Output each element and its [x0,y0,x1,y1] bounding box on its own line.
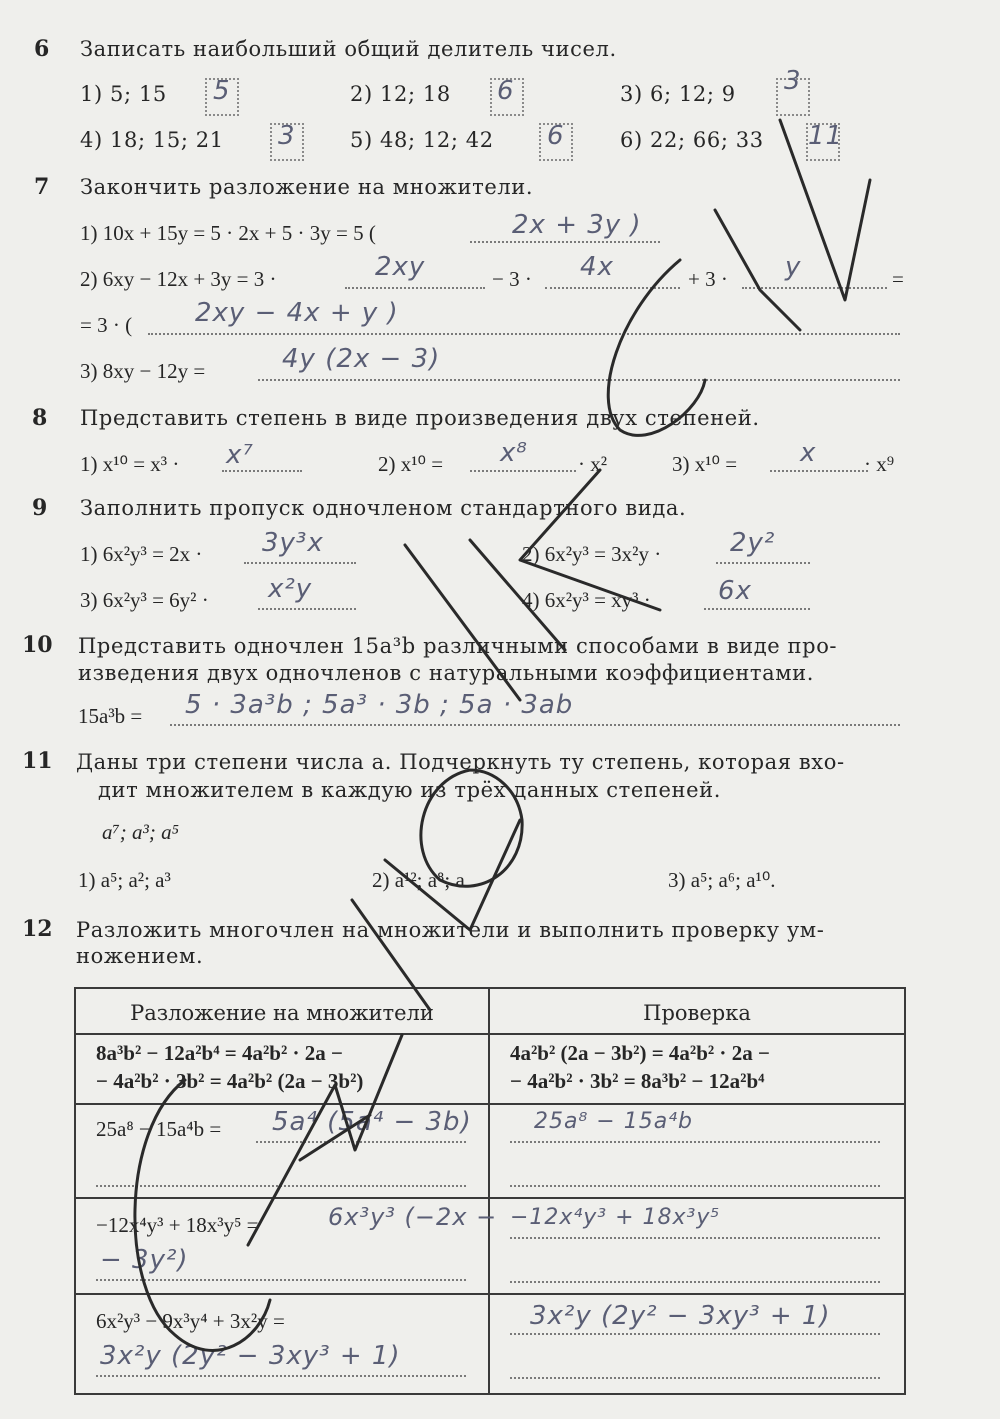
answer-line[interactable] [345,287,485,289]
table-cell [489,1198,905,1294]
answer-line[interactable] [256,1141,466,1143]
table-row [75,1294,905,1394]
task-11-option-3[interactable]: 3) a⁵; a⁶; a¹⁰. [668,868,776,892]
answer-line[interactable] [510,1333,880,1335]
task-8-item-3b: · x⁹ [864,452,895,476]
task-7-answer-2b: 4x [580,252,614,282]
task-6-answer-6: 11 [808,121,844,151]
task-6-item-4: 4) 18; 15; 21 [80,128,224,152]
scribble-letter-p [352,820,520,1010]
task-7-line-2c: + 3 · [688,267,728,291]
task-6-item-6: 6) 22; 66; 33 [620,128,764,152]
task-10-lhs: 15a³b = [78,704,143,728]
row-2-check: 25a⁸ − 15a⁴b [534,1109,693,1134]
task-11-number: 11 [22,748,53,774]
table-row [75,1034,905,1104]
task-7-answer-3: 4y (2x − 3) [282,344,441,374]
answer-line[interactable] [510,1377,880,1379]
column-header-factorization: Разложение на множители [75,988,489,1034]
task-8-answer-3: x [800,438,817,468]
task-11-line-1: Даны три степени числа a. Подчеркнуть ту степень, которая вхо- [76,750,845,774]
table-row [75,1104,905,1198]
answer-line[interactable] [170,724,900,726]
task-7-equals: = [892,267,904,291]
task-7-line-2b: − 3 · [492,267,532,291]
task-11-line-2: дит множителем в каждую из трёх данных степеней. [98,778,721,802]
task-6-answer-5: 6 [547,121,565,151]
table-cell [75,1198,498,1294]
answer-line[interactable] [470,241,660,243]
answer-line[interactable] [704,608,810,610]
task-6-answer-4: 3 [278,121,296,151]
task-8-answer-2: x⁸ [500,438,528,468]
answer-line[interactable] [470,470,576,472]
task-9-item-2: 2) 6x²y³ = 3x²y · [522,542,662,566]
row-4-check: 3x²y (2y² − 3xy³ + 1) [530,1301,831,1331]
answer-line[interactable] [244,562,356,564]
task-12-number: 12 [22,916,53,942]
answer-line[interactable] [742,287,887,289]
answer-line[interactable] [96,1375,466,1377]
task-9-answer-3: x²y [268,574,313,604]
task-6-answer-2: 6 [497,76,515,106]
task-10-line-2: изведения двух одночленов с натуральными коэффициентами. [78,661,815,685]
task-8-item-2b: · x² [578,452,608,476]
task-8-item-1: 1) x¹⁰ = x³ · [80,452,180,476]
task-9-item-1: 1) 6x²y³ = 2x · [80,542,203,566]
answer-line[interactable] [510,1281,880,1283]
answer-line[interactable] [96,1279,466,1281]
task-11-example: a⁷; a³; a⁵ [102,820,179,844]
task-7-line-2d: = 3 · ( [80,313,133,337]
task-6-text: Записать наибольший общий делитель чисел. [80,37,617,61]
task-7-number: 7 [34,174,50,200]
row-3-answer-line-1: 6x³y³ (−2x − [328,1203,498,1231]
factorization-table [74,987,906,1395]
answer-line[interactable] [716,562,810,564]
task-6-item-2: 2) 12; 18 [350,82,451,106]
task-7-line-2: 2) 6xy − 12x + 3y = 3 · [80,267,277,291]
table-cell [75,1104,489,1198]
task-9-text: Заполнить пропуск одночленом стандартного вида. [80,496,687,520]
row-4-lhs: 6x²y³ − 9x³y⁴ + 3x²y = [96,1309,285,1333]
task-7-answer-1: 2x + 3y ) [512,210,642,240]
task-12-line-2: ножением. [76,944,204,968]
row-3-check: −12x⁴y³ + 18x³y⁵ [510,1205,721,1230]
task-10-line-1: Представить одночлен 15a³b различными способами в виде про- [78,634,838,658]
row-1-check-line-2: − 4a²b² · 3b² = 8a³b² − 12a²b⁴ [510,1069,765,1093]
task-6-item-1: 1) 5; 15 [80,82,167,106]
row-1-factorization-line-1: 8a³b² − 12a²b⁴ = 4a²b² · 2a − [96,1041,343,1065]
task-9-number: 9 [32,495,48,521]
row-4-answer: 3x²y (2y² − 3xy³ + 1) [100,1341,401,1371]
task-6-item-5: 5) 48; 12; 42 [350,128,494,152]
row-3-lhs: −12x⁴y³ + 18x³y⁵ = [96,1213,259,1237]
table-cell [75,1034,489,1104]
task-8-text: Представить степень в виде произведения двух степеней. [80,406,760,430]
answer-line[interactable] [148,333,900,335]
answer-line[interactable] [258,379,900,381]
answer-line[interactable] [222,470,302,472]
answer-line[interactable] [545,287,680,289]
task-9-item-4: 4) 6x²y³ = xy³ · [522,588,651,612]
task-11-option-2[interactable]: 2) a¹²; a⁸; a [372,868,465,892]
task-12-line-1: Разложить многочлен на множители и выполнить проверку ум- [76,918,825,942]
task-7-text: Закончить разложение на множители. [80,175,534,199]
answer-line[interactable] [510,1237,880,1239]
column-header-check: Проверка [489,988,905,1034]
task-7-line-3: 3) 8xy − 12y = [80,359,206,383]
table-cell [489,1104,905,1198]
task-9-item-3: 3) 6x²y³ = 6y² · [80,588,209,612]
table-cell [489,1294,905,1394]
task-10-answer: 5 · 3a³b ; 5a³ · 3b ; 5a · 3ab [185,690,574,720]
row-1-factorization-line-2: − 4a²b² · 3b² = 4a²b² (2a − 3b²) [96,1069,364,1093]
task-9-answer-2: 2y² [730,528,776,558]
table-cell [489,1034,905,1104]
task-8-answer-1: x⁷ [226,440,254,470]
row-2-answer: 5a⁴ (5a⁴ − 3b) [272,1107,472,1137]
table-row [75,1198,905,1294]
row-2-lhs: 25a⁸ − 15a⁴b = [96,1117,222,1141]
task-9-answer-1: 3y³x [262,528,324,558]
task-7-line-1: 1) 10x + 15y = 5 · 2x + 5 · 3y = 5 ( [80,221,376,245]
task-7-answer-2c: y [785,252,802,282]
answer-line[interactable] [96,1185,466,1187]
task-8-item-2: 2) x¹⁰ = [378,452,444,476]
task-8-item-3: 3) x¹⁰ = [672,452,738,476]
task-10-number: 10 [22,632,53,658]
task-6-answer-3: 3 [784,66,802,96]
task-6-answer-1: 5 [213,76,231,106]
task-9-answer-4: 6x [718,576,752,606]
task-6-number: 6 [34,36,50,62]
answer-line[interactable] [770,470,868,472]
task-6-item-3: 3) 6; 12; 9 [620,82,736,106]
answer-line[interactable] [510,1141,880,1143]
answer-line[interactable] [258,608,356,610]
task-8-number: 8 [32,405,48,431]
task-11-option-1[interactable]: 1) a⁵; a²; a³ [78,868,171,892]
table-cell [75,1294,489,1394]
task-7-answer-2a: 2xy [375,252,426,282]
row-3-answer-line-2: − 3y²) [100,1245,189,1275]
row-1-check-line-1: 4a²b² (2a − 3b²) = 4a²b² · 2a − [510,1041,770,1065]
task-7-answer-2d: 2xy − 4x + y ) [195,298,399,328]
answer-line[interactable] [510,1185,880,1187]
